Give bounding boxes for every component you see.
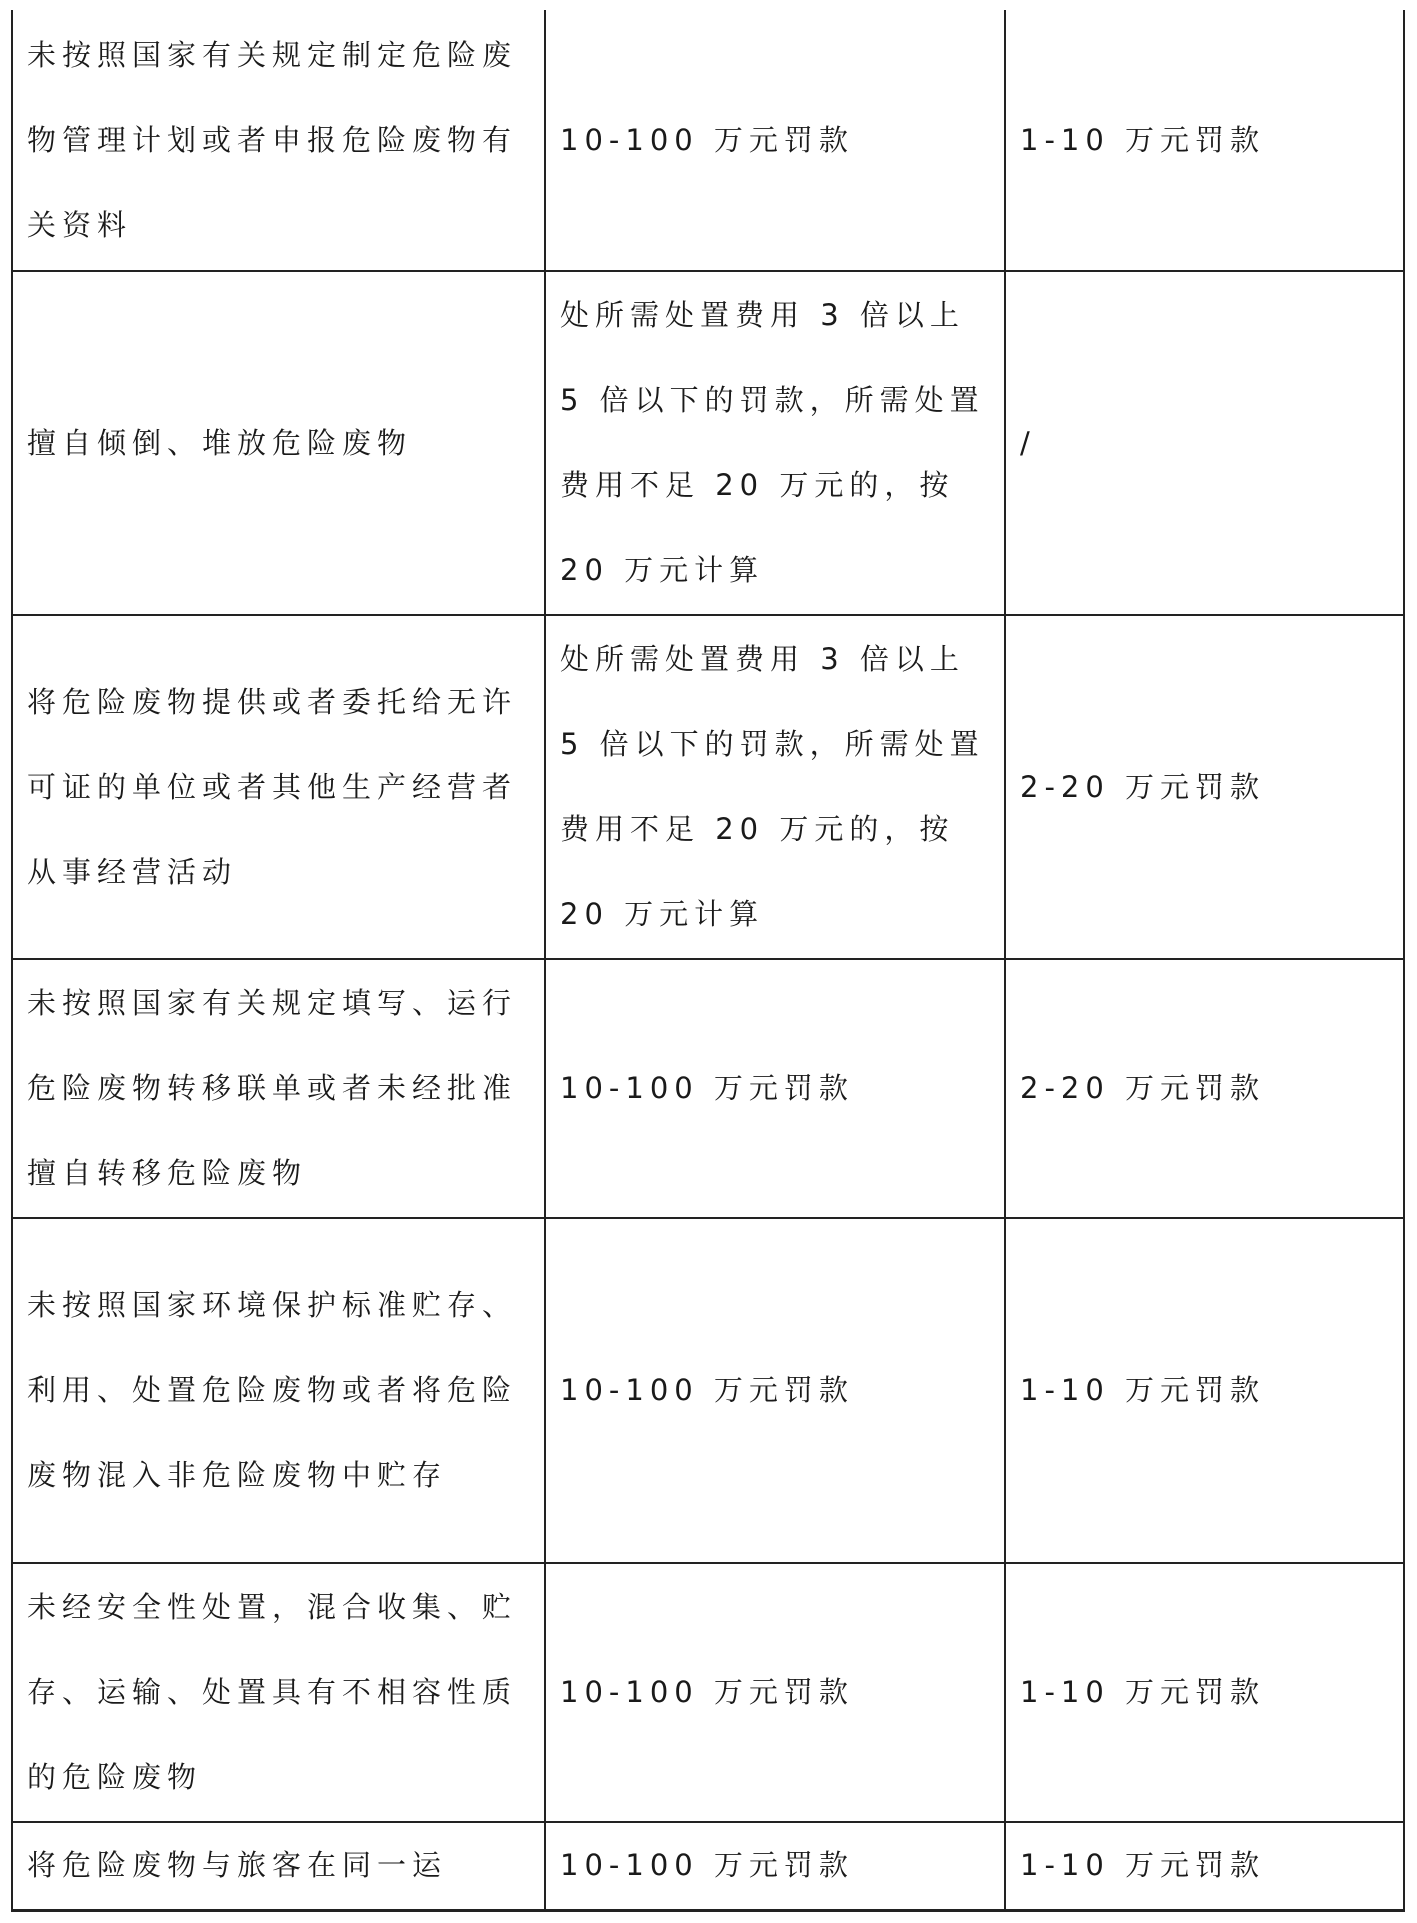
penalty-a-cell bbox=[545, 1822, 1005, 1910]
penalty-a-cell bbox=[545, 271, 1005, 615]
penalty-a-cell bbox=[545, 1218, 1005, 1563]
table-row bbox=[12, 1563, 1404, 1822]
penalty-a-cell bbox=[545, 959, 1005, 1218]
penalty-a-text: 处所需处置费用 3 倍以上 5 倍以下的罚款，所需处置费用不足 20 万元的，按 20 万元计算 bbox=[560, 298, 985, 587]
violation-cell bbox=[12, 615, 545, 959]
penalty-b-cell bbox=[1005, 615, 1404, 959]
penalty-b-cell bbox=[1005, 10, 1404, 271]
penalty-b-text: 2-20 万元罚款 bbox=[1020, 1071, 1266, 1105]
violation-cell bbox=[12, 959, 545, 1218]
table-row bbox=[12, 10, 1404, 271]
penalty-a-cell bbox=[545, 1563, 1005, 1822]
violation-cell bbox=[12, 1822, 545, 1910]
penalty-a-text: 10-100 万元罚款 bbox=[560, 122, 854, 157]
penalty-b-text: 1-10 万元罚款 bbox=[1020, 122, 1266, 157]
violation-cell bbox=[12, 1563, 545, 1822]
penalty-a-text: 10-100 万元罚款 bbox=[560, 1675, 854, 1709]
penalty-b-text: 1-10 万元罚款 bbox=[1020, 1848, 1266, 1883]
penalty-a-cell bbox=[545, 10, 1005, 271]
penalty-table bbox=[11, 10, 1405, 1912]
table-row bbox=[12, 271, 1404, 615]
violation-text: 未按照国家有关规定填写、运行危险废物转移联单或者未经批准擅自转移危险废物 bbox=[27, 986, 518, 1190]
violation-text: 将危险废物与旅客在同一运 bbox=[27, 1848, 448, 1883]
penalty-b-cell bbox=[1005, 271, 1404, 615]
penalty-b-text: / bbox=[1020, 425, 1036, 460]
violation-cell bbox=[12, 271, 545, 615]
penalty-b-cell bbox=[1005, 1563, 1404, 1822]
penalty-b-cell bbox=[1005, 1822, 1404, 1910]
penalty-a-text: 处所需处置费用 3 倍以上 5 倍以下的罚款，所需处置费用不足 20 万元的，按 20 万元计算 bbox=[560, 642, 985, 931]
table-row bbox=[12, 1218, 1404, 1563]
violation-cell bbox=[12, 10, 545, 271]
penalty-a-cell bbox=[545, 615, 1005, 959]
table-row bbox=[12, 1822, 1404, 1910]
table-row bbox=[12, 959, 1404, 1218]
violation-cell bbox=[12, 1218, 545, 1563]
penalty-b-cell bbox=[1005, 1218, 1404, 1563]
penalty-a-text: 10-100 万元罚款 bbox=[560, 1848, 854, 1883]
violation-text: 未按照国家环境保护标准贮存、利用、处置危险废物或者将危险废物混入非危险废物中贮存 bbox=[27, 1288, 518, 1492]
penalty-b-text: 1-10 万元罚款 bbox=[1020, 1675, 1266, 1709]
penalty-a-text: 10-100 万元罚款 bbox=[560, 1071, 854, 1105]
violation-text: 未经安全性处置，混合收集、贮存、运输、处置具有不相容性质的危险废物 bbox=[27, 1590, 518, 1794]
penalty-a-text: 10-100 万元罚款 bbox=[560, 1373, 854, 1407]
penalty-b-cell bbox=[1005, 959, 1404, 1218]
penalty-b-text: 2-20 万元罚款 bbox=[1020, 769, 1266, 804]
violation-text: 将危险废物提供或者委托给无许可证的单位或者其他生产经营者从事经营活动 bbox=[27, 684, 518, 889]
table-row bbox=[12, 615, 1404, 959]
penalty-b-text: 1-10 万元罚款 bbox=[1020, 1373, 1266, 1407]
violation-text: 未按照国家有关规定制定危险废物管理计划或者申报危险废物有关资料 bbox=[27, 37, 518, 242]
violation-text: 擅自倾倒、堆放危险废物 bbox=[27, 425, 413, 460]
